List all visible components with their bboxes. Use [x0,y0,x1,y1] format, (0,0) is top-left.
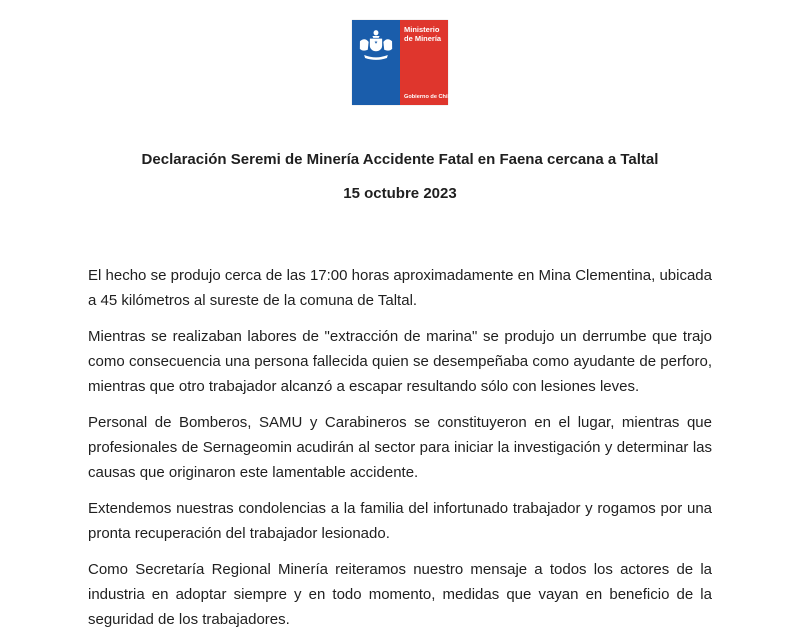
paragraph: El hecho se produjo cerca de las 17:00 horas aproximadamente en Mina Clementina, ubicada a 45 kilómetros al sureste de la comuna de Taltal. [88,267,712,309]
logo-government-label: Gobierno de Chile [404,94,453,100]
logo-row [0,0,800,105]
document-body [88,263,712,632]
paragraph: Extendemos nuestras condolencias a la familia del infortunado trabajador y rogamos por una pronta recuperación del trabajador lesionado. [88,500,712,542]
chile-coat-of-arms-icon [357,29,395,68]
ministry-logo [352,20,453,105]
logo-ministry-name: Ministerio de Minería [404,25,442,43]
logo-flag-blue [352,20,400,105]
document-title: Declaración Seremi de Minería Accidente Fatal en Faena cercana a Taltal [141,151,659,168]
logo-flag-red [400,20,453,105]
document-date: 15 octubre 2023 [343,185,457,202]
paragraph: Como Secretaría Regional Minería reiteramos nuestro mensaje a todos los actores de la industria en adoptar siempre y en todo momento, medidas que vayan en beneficio de la seguridad de los trabajadores. [88,561,712,628]
paragraph: Mientras se realizaban labores de "extracción de marina" se produjo un derrumbe que trajo como consecuencia una persona fallecida quien se desempeñaba como ayudante de perforo, mientras que otro trabajador alcanzó a escapar resultando sólo con lesiones leves. [88,328,712,395]
paragraph: Personal de Bomberos, SAMU y Carabineros se constituyeron en el lugar, mientras que profesionales de Sernageomin acudirán al sector para iniciar la investigación y determinar las causas que originaron este lamentable accidente. [88,414,712,481]
